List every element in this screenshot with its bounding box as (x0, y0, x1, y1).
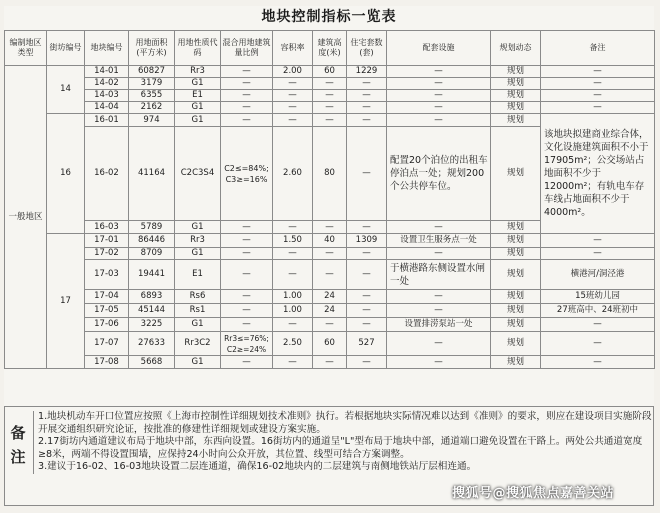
block-cell-16: 16 (47, 114, 85, 234)
land-use-code: G1 (175, 356, 221, 369)
table-row (5, 318, 655, 332)
table-row (5, 66, 655, 78)
mix-ratio: — (221, 260, 273, 290)
height: — (313, 114, 347, 127)
units: — (347, 102, 387, 114)
far: — (273, 90, 313, 102)
far: — (273, 114, 313, 127)
status: 规划 (491, 78, 541, 90)
height: — (313, 90, 347, 102)
facility: — (387, 248, 491, 260)
parcel-area: 60827 (129, 66, 175, 78)
mix-ratio: — (221, 234, 273, 248)
note-item: 2.17街坊内通道建议布局于地块中部，东西向设置。16街坊内的通道呈"L"型布局于地块中部，通道端口避免设置在干路上。两处公共通道宽度≥8米，两端不得设置围墙，应保持24小时向公众开放，其位置、线型可结合方案调整。 (38, 436, 643, 460)
height: — (313, 260, 347, 290)
remark: — (541, 78, 655, 90)
mix-ratio: — (221, 304, 273, 318)
table-row (5, 356, 655, 369)
units: — (347, 114, 387, 127)
units: — (347, 290, 387, 304)
units: 527 (347, 332, 387, 356)
mix-ratio: — (221, 66, 273, 78)
land-use-code: Rr3 (175, 66, 221, 78)
facility: — (387, 356, 491, 369)
land-use-code: G1 (175, 248, 221, 260)
parcel-id: 17-02 (85, 248, 129, 260)
height: — (313, 248, 347, 260)
parcel-area: 8709 (129, 248, 175, 260)
remark: — (541, 102, 655, 114)
header-cell: 编制地区类型 (5, 31, 47, 66)
height: — (313, 221, 347, 234)
control-index-table (4, 30, 655, 369)
parcel-area: 5789 (129, 221, 175, 234)
height: 60 (313, 66, 347, 78)
far: 2.50 (273, 332, 313, 356)
parcel-id: 17-05 (85, 304, 129, 318)
far: — (273, 102, 313, 114)
facility: — (387, 332, 491, 356)
status: 规划 (491, 127, 541, 221)
table-row (5, 260, 655, 290)
units: — (347, 78, 387, 90)
status: 规划 (491, 260, 541, 290)
mix-ratio: — (221, 318, 273, 332)
mix-ratio: C2≤=84%; C3≥=16% (221, 127, 273, 221)
header-cell: 容积率 (273, 31, 313, 66)
remark-commercial-complex: 该地块拟建商业综合体，文化设施建筑面积不小于17905m²；公交场站占地面积不少于12000m²；有轨电车存车线占地面积不少于4000m²。 (541, 114, 655, 234)
status: 规划 (491, 248, 541, 260)
facility: — (387, 221, 491, 234)
far: 2.60 (273, 127, 313, 221)
height: — (313, 102, 347, 114)
facility: — (387, 114, 491, 127)
parcel-area: 3179 (129, 78, 175, 90)
parcel-area: 974 (129, 114, 175, 127)
height: — (313, 318, 347, 332)
area-type-cell: 一般地区 (5, 66, 47, 369)
parcel-id: 14-01 (85, 66, 129, 78)
status: 规划 (491, 332, 541, 356)
header-cell: 住宅套数(套) (347, 31, 387, 66)
note-item: 3.建议于16-02、16-03地块设置二层连通道，确保16-02地块内的二层建筑与南侧地铁站厅层相连通。 (38, 461, 477, 473)
parcel-id: 17-07 (85, 332, 129, 356)
units: — (347, 304, 387, 318)
far: — (273, 260, 313, 290)
mix-ratio: — (221, 248, 273, 260)
mix-ratio: — (221, 102, 273, 114)
units: — (347, 90, 387, 102)
parcel-area: 41164 (129, 127, 175, 221)
height: — (313, 78, 347, 90)
table-row (5, 248, 655, 260)
parcel-area: 27633 (129, 332, 175, 356)
far: — (273, 318, 313, 332)
facility: — (387, 290, 491, 304)
table-row (5, 102, 655, 114)
status: 规划 (491, 304, 541, 318)
table-row (5, 234, 655, 248)
header-cell: 建筑高度(米) (313, 31, 347, 66)
land-use-code: G1 (175, 221, 221, 234)
table-row (5, 332, 655, 356)
facility: — (387, 90, 491, 102)
status: 规划 (491, 356, 541, 369)
height: 80 (313, 127, 347, 221)
land-use-code: C2C3S4 (175, 127, 221, 221)
status: 规划 (491, 234, 541, 248)
far: — (273, 248, 313, 260)
status: 规划 (491, 66, 541, 78)
parcel-area: 6355 (129, 90, 175, 102)
remark: 27班高中、24班初中 (541, 304, 655, 318)
parcel-id: 16-03 (85, 221, 129, 234)
notes-label: 备注 (10, 424, 26, 466)
units: — (347, 356, 387, 369)
far: 1.00 (273, 290, 313, 304)
status: 规划 (491, 102, 541, 114)
parcel-area: 3225 (129, 318, 175, 332)
document-sheet (4, 6, 654, 506)
facility: 设置卫生服务点一处 (387, 234, 491, 248)
header-cell: 用地面积(平方米) (129, 31, 175, 66)
land-use-code: E1 (175, 90, 221, 102)
far: — (273, 221, 313, 234)
table-row (5, 304, 655, 318)
units: — (347, 221, 387, 234)
facility: — (387, 66, 491, 78)
note-item: 1.地块机动车开口位置应按照《上海市控制性详细规划技术准则》执行。若根据地块实际情况难以达到《准则》的要求，则应在建设项目实施阶段开展交通组织研究论证，按批准的修建性详细规划或建设方案实施。 (38, 411, 652, 435)
parcel-area: 5668 (129, 356, 175, 369)
land-use-code: G1 (175, 78, 221, 90)
remark: — (541, 248, 655, 260)
height: 40 (313, 234, 347, 248)
facility: 配置20个泊位的出租车停泊点一处；规划200个公共停车位。 (387, 127, 491, 221)
mix-ratio: — (221, 90, 273, 102)
land-use-code: Rs1 (175, 304, 221, 318)
parcel-id: 17-06 (85, 318, 129, 332)
remark: — (541, 356, 655, 369)
status: 规划 (491, 221, 541, 234)
height: 60 (313, 332, 347, 356)
table-row (5, 290, 655, 304)
parcel-id: 16-02 (85, 127, 129, 221)
land-use-code: Rr3 (175, 234, 221, 248)
status: 规划 (491, 318, 541, 332)
header-cell: 街坊编号 (47, 31, 85, 66)
mix-ratio: — (221, 78, 273, 90)
parcel-area: 45144 (129, 304, 175, 318)
mix-ratio: — (221, 290, 273, 304)
parcel-area: 2162 (129, 102, 175, 114)
facility: — (387, 102, 491, 114)
land-use-code: G1 (175, 318, 221, 332)
remark: — (541, 66, 655, 78)
far: — (273, 78, 313, 90)
remark: 横港河/洞泾港 (541, 260, 655, 290)
remark: — (541, 332, 655, 356)
parcel-area: 6893 (129, 290, 175, 304)
parcel-id: 17-04 (85, 290, 129, 304)
page-title: 地块控制指标一览表 (261, 9, 397, 25)
land-use-code: Rs6 (175, 290, 221, 304)
table-row (5, 114, 655, 127)
table-row (5, 78, 655, 90)
units: — (347, 248, 387, 260)
height: 24 (313, 290, 347, 304)
far: 1.50 (273, 234, 313, 248)
status: 规划 (491, 90, 541, 102)
far: 2.00 (273, 66, 313, 78)
facility: 于横港路东侧设置水闸一处 (387, 260, 491, 290)
header-cell: 备注 (541, 31, 655, 66)
header-cell: 配套设施 (387, 31, 491, 66)
remark: 15班幼儿园 (541, 290, 655, 304)
header-cell: 地块编号 (85, 31, 129, 66)
block-cell-14: 14 (47, 66, 85, 114)
parcel-id: 14-04 (85, 102, 129, 114)
status: 规划 (491, 114, 541, 127)
watermark: 搜狐号@搜狐焦点嘉善关站 (452, 486, 615, 501)
parcel-id: 16-01 (85, 114, 129, 127)
units: 1309 (347, 234, 387, 248)
facility: — (387, 304, 491, 318)
parcel-id: 14-03 (85, 90, 129, 102)
land-use-code: E1 (175, 260, 221, 290)
mix-ratio: Rr3≤=76%; C2≥=24% (221, 332, 273, 356)
facility: 设置排涝泵站一处 (387, 318, 491, 332)
parcel-id: 17-01 (85, 234, 129, 248)
parcel-id: 17-08 (85, 356, 129, 369)
block-cell-17: 17 (47, 234, 85, 369)
units: — (347, 260, 387, 290)
mix-ratio: — (221, 221, 273, 234)
height: — (313, 356, 347, 369)
remark: — (541, 318, 655, 332)
mix-ratio: — (221, 356, 273, 369)
units: — (347, 318, 387, 332)
far: — (273, 356, 313, 369)
land-use-code: Rr3C2 (175, 332, 221, 356)
notes-text (33, 411, 652, 474)
remark: — (541, 90, 655, 102)
header-cell: 混合用地建筑量比例 (221, 31, 273, 66)
units: — (347, 127, 387, 221)
status: 规划 (491, 290, 541, 304)
facility: — (387, 78, 491, 90)
parcel-id: 14-02 (85, 78, 129, 90)
parcel-id: 17-03 (85, 260, 129, 290)
header-cell: 用地性质代码 (175, 31, 221, 66)
units: 1229 (347, 66, 387, 78)
remark: — (541, 234, 655, 248)
land-use-code: G1 (175, 114, 221, 127)
parcel-area: 19441 (129, 260, 175, 290)
land-use-code: G1 (175, 102, 221, 114)
parcel-area: 86446 (129, 234, 175, 248)
table-row (5, 90, 655, 102)
far: 1.00 (273, 304, 313, 318)
header-cell: 规划动态 (491, 31, 541, 66)
height: 24 (313, 304, 347, 318)
mix-ratio: — (221, 114, 273, 127)
table-header-row (5, 31, 655, 66)
